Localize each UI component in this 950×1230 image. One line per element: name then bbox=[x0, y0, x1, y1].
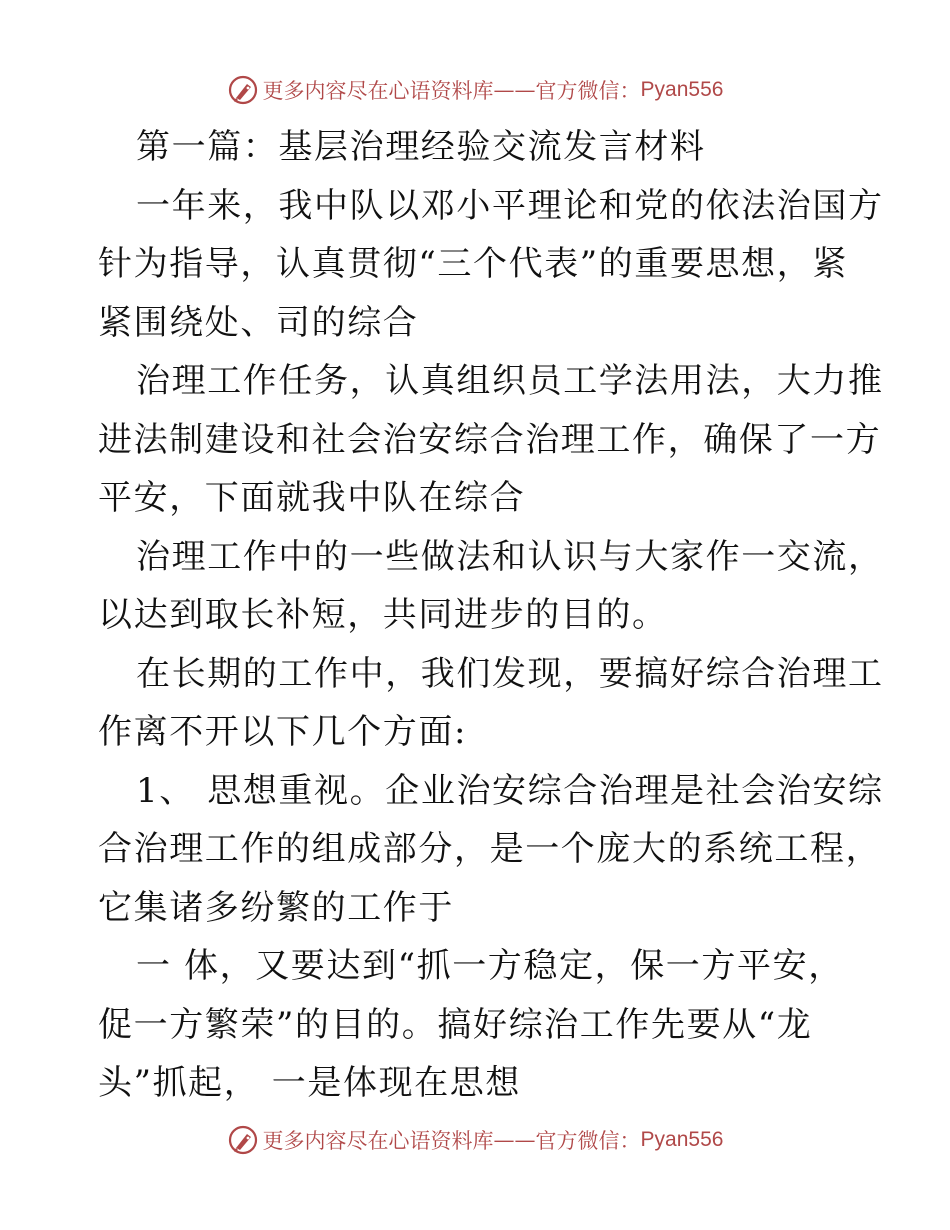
paragraph-line: 平安，下面就我中队在综合 bbox=[98, 478, 526, 518]
footer-watermark-banner bbox=[0, 1120, 950, 1160]
banner-wechat-label: 官方微信： bbox=[535, 1129, 641, 1153]
paragraph-line: 以达到取长补短，共同进步的目的。 bbox=[98, 595, 668, 635]
paragraph-line: 促一方繁荣”的目的。搞好综治工作先要从“龙 bbox=[98, 1004, 813, 1045]
document-body bbox=[98, 118, 884, 1113]
paragraph-line: 针为指导，认真贯彻“三个代表”的重要思想，紧 bbox=[98, 244, 848, 284]
paragraph-line: 作离不开以下几个方面: bbox=[98, 712, 468, 752]
paragraph-line: 进法制建设和社会治安综合治理工作，确保了一方 bbox=[98, 419, 882, 460]
banner-separator: —— bbox=[493, 78, 536, 102]
paragraph-line: 1、 思想重视。企业治安综合治理是社会治安综 bbox=[136, 770, 884, 811]
paragraph-line: 治理工作任务，认真组织员工学法用法，大力推 bbox=[136, 361, 884, 401]
banner-text: 更多内容尽在心语资料库 bbox=[262, 1129, 494, 1153]
banner-wechat-id: Pyan556 bbox=[640, 78, 724, 101]
paragraph-line: 治理工作中的一些做法和认识与大家作一交流， bbox=[136, 536, 884, 577]
paragraph-line: 一年来，我中队以邓小平理论和党的依法治国方 bbox=[136, 185, 884, 226]
banner-separator: —— bbox=[493, 1128, 536, 1152]
document-title: 第一篇：基层治理经验交流发言材料 bbox=[136, 127, 706, 167]
banner-wechat-label: 官方微信： bbox=[535, 79, 641, 103]
paragraph-line: 合治理工作的组成部分，是一个庞大的系统工程， bbox=[98, 829, 882, 869]
paragraph-line: 在长期的工作中，我们发现，要搞好综合治理工 bbox=[136, 653, 884, 694]
pen-nib-logo-icon bbox=[227, 74, 259, 106]
pen-nib-logo-icon bbox=[227, 1124, 259, 1156]
banner-text: 更多内容尽在心语资料库 bbox=[262, 79, 494, 103]
paragraph-line: 头”抓起， 一是体现在思想 bbox=[98, 1063, 521, 1103]
paragraph-line: 紧围绕处、司的综合 bbox=[98, 302, 419, 343]
paragraph-line: 它集诸多纷繁的工作于 bbox=[98, 887, 454, 928]
paragraph-line: 一 体，又要达到“抓一方稳定，保一方平安， bbox=[136, 946, 844, 986]
header-watermark-banner bbox=[0, 70, 950, 110]
banner-wechat-id: Pyan556 bbox=[640, 1128, 724, 1151]
